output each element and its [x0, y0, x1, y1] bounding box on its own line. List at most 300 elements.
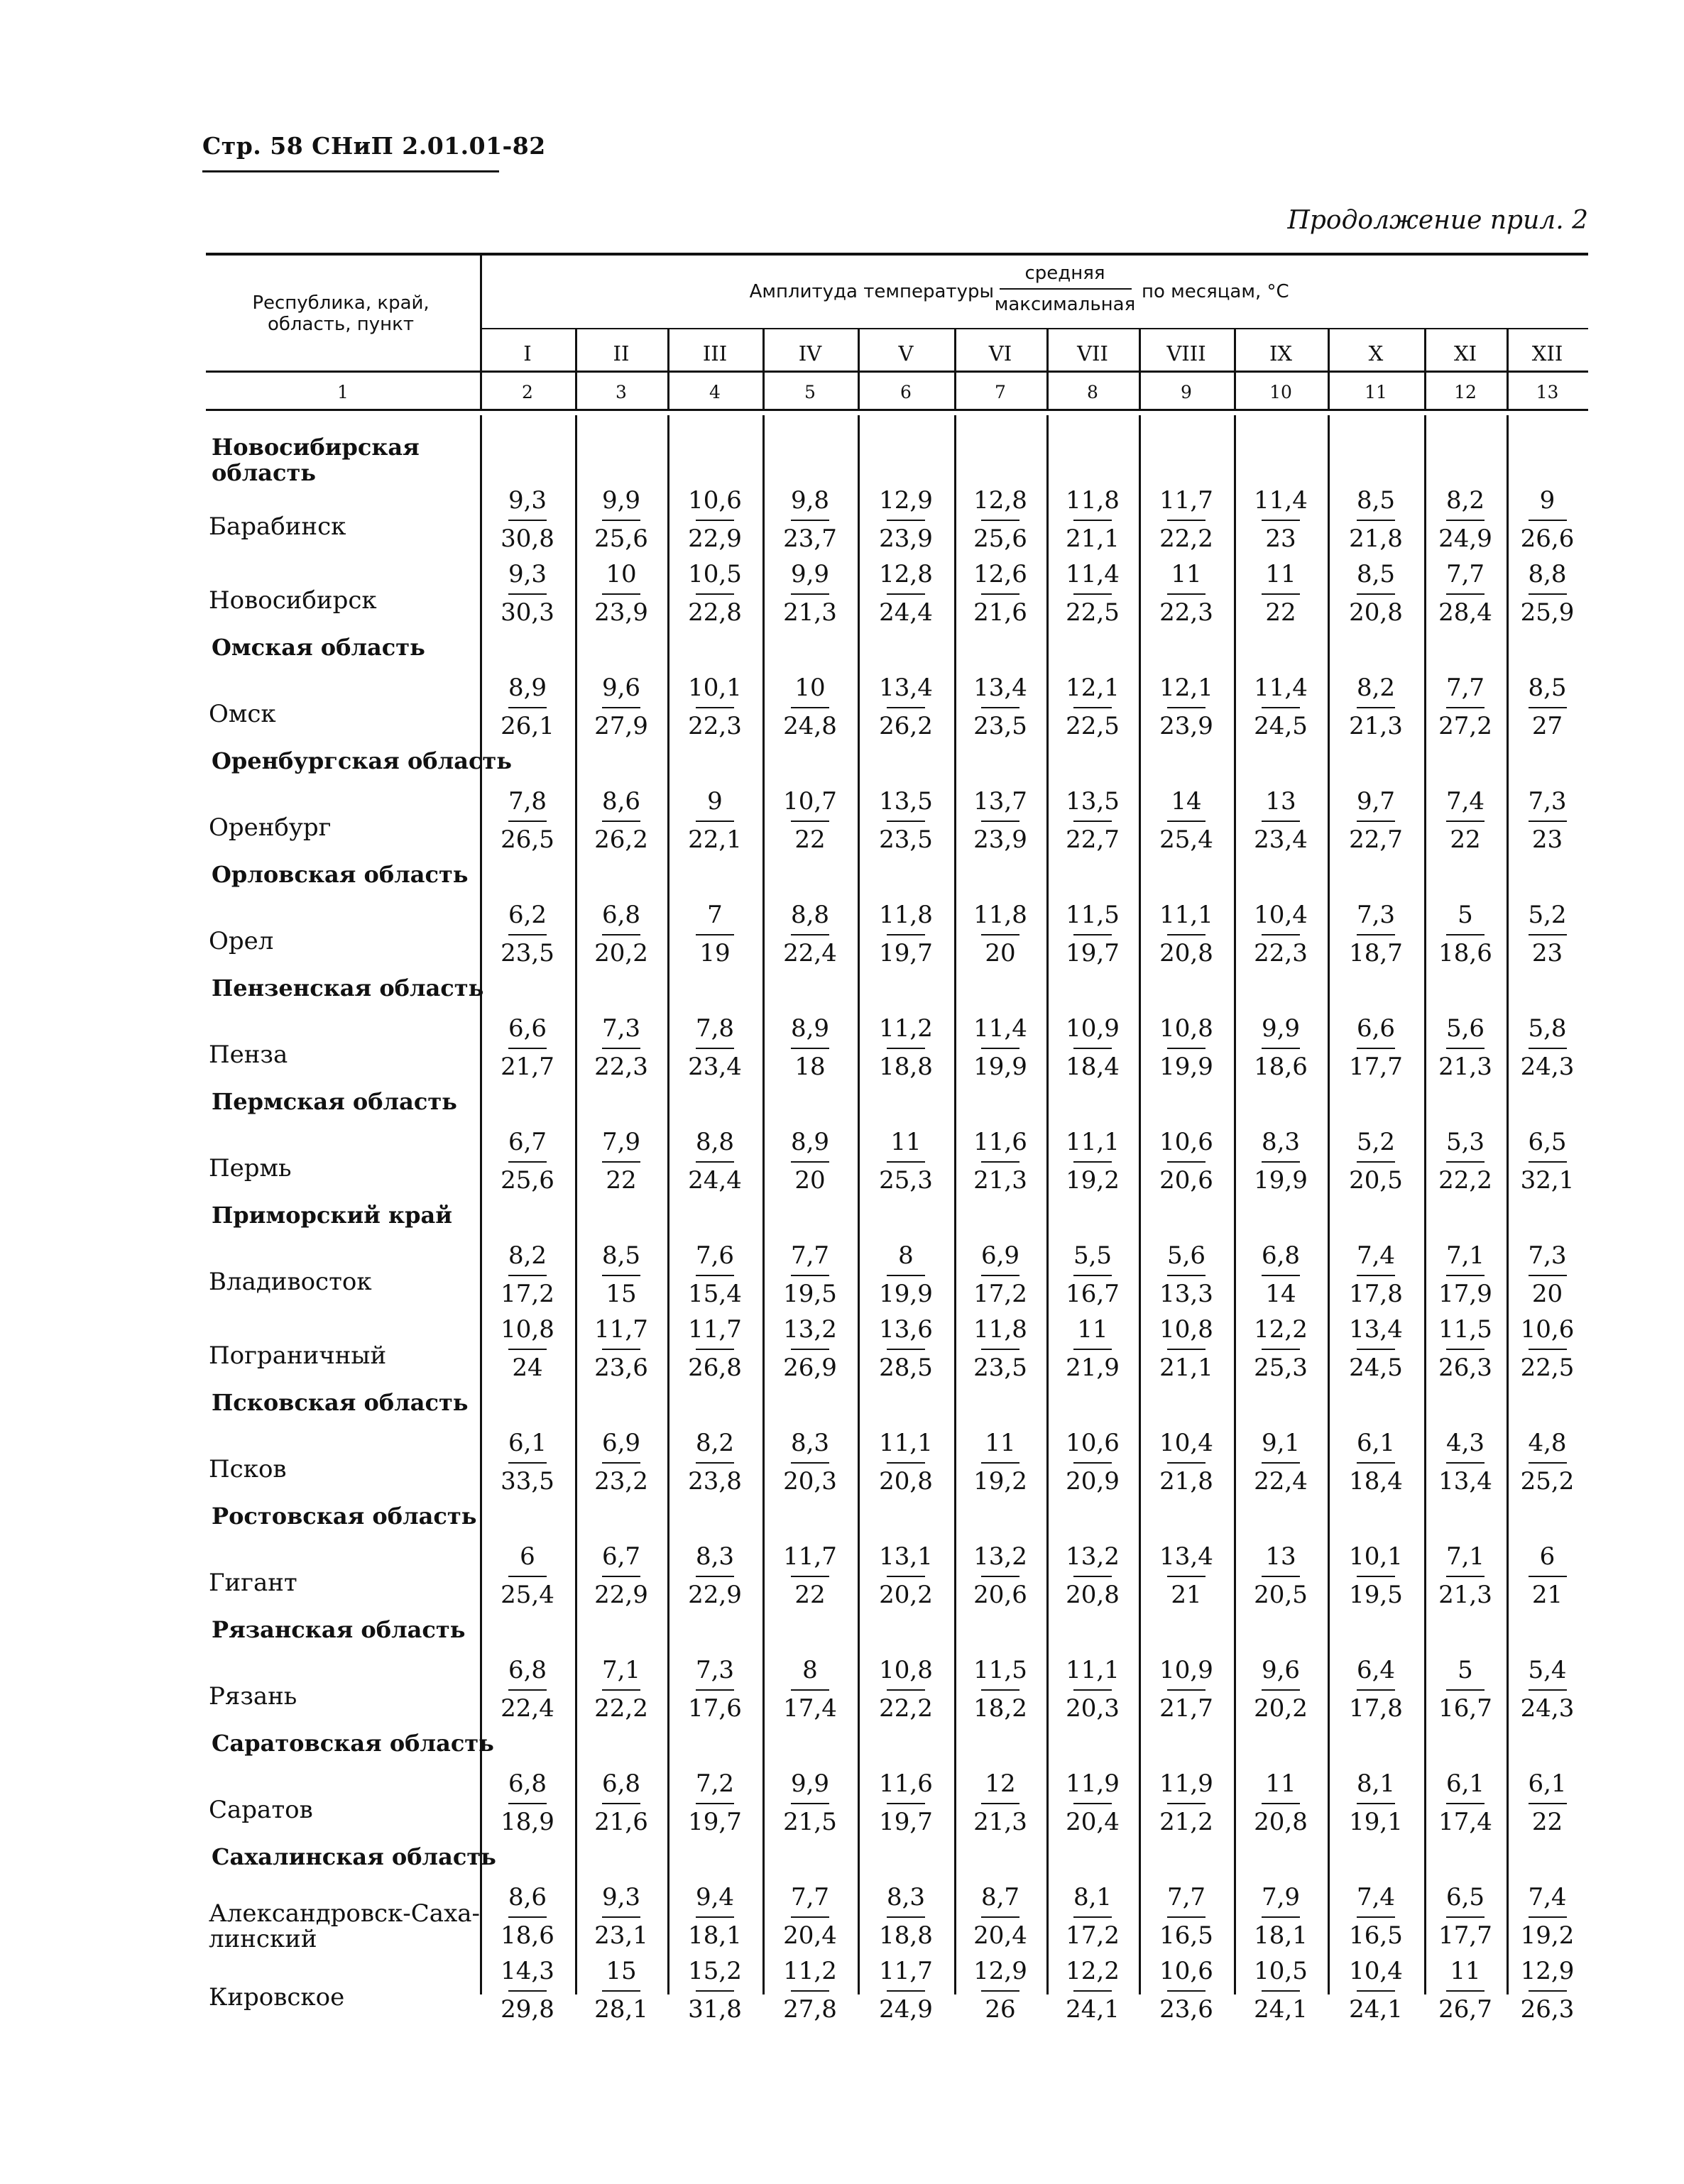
- amplitude-cell: [771, 671, 849, 745]
- amplitude-cell: [488, 1313, 567, 1387]
- fraction-bar: [1262, 821, 1300, 822]
- fraction-bar: [1357, 821, 1395, 822]
- page-header: Стр. 58 СНиП 2.01.01-82: [202, 132, 546, 160]
- amplitude-cell: [1054, 1239, 1132, 1313]
- max-amplitude: 17,8: [1349, 1280, 1403, 1308]
- mean-amplitude: 11: [1077, 1315, 1108, 1344]
- max-amplitude: 20,4: [1066, 1808, 1120, 1836]
- fraction-bar: [887, 1462, 925, 1464]
- amplitude-cell: [867, 1654, 945, 1728]
- fraction-bar: [1529, 821, 1567, 822]
- fraction-bar: [602, 934, 640, 935]
- max-amplitude: 18,2: [973, 1694, 1027, 1723]
- max-amplitude: 20,8: [1159, 939, 1213, 967]
- mean-amplitude: 11,5: [1438, 1315, 1492, 1344]
- fraction-bar: [508, 1990, 547, 1992]
- max-amplitude: 24,8: [783, 712, 837, 740]
- max-amplitude: 20: [1531, 1280, 1563, 1308]
- amplitude-cell: [961, 1126, 1039, 1200]
- fraction-bar: [887, 1990, 925, 1992]
- mean-amplitude: 9,3: [601, 1883, 641, 1911]
- amplitude-cell: [488, 1427, 567, 1500]
- amplitude-cell: [1242, 1654, 1320, 1728]
- mean-amplitude: 7,1: [601, 1656, 641, 1684]
- mean-amplitude: 6,2: [508, 901, 547, 929]
- fraction-bar: [1262, 1048, 1300, 1049]
- fraction-bar: [791, 1803, 829, 1804]
- max-amplitude: 28,1: [594, 1995, 648, 2024]
- amplitude-cell: [1337, 1427, 1415, 1500]
- max-amplitude: 22,7: [1066, 825, 1120, 854]
- mean-amplitude: 6,8: [508, 1656, 547, 1684]
- amplitude-cell: [1426, 671, 1504, 745]
- fraction-bar: [791, 1048, 829, 1049]
- amplitude-cell: [1337, 1239, 1415, 1313]
- max-amplitude: 19,7: [1066, 939, 1120, 967]
- mean-amplitude: 5,6: [1445, 1014, 1485, 1043]
- fraction-bar: [1446, 1576, 1485, 1577]
- amplitude-cell: [1426, 558, 1504, 632]
- column-number: 4: [709, 382, 721, 402]
- mean-amplitude: 4,3: [1445, 1429, 1485, 1457]
- mean-amplitude: 6,8: [1261, 1241, 1301, 1270]
- mean-amplitude: 7,3: [601, 1014, 641, 1043]
- max-amplitude: 25,3: [879, 1166, 933, 1195]
- fraction-bar: [1073, 1576, 1112, 1577]
- max-amplitude: 22,3: [1254, 939, 1308, 967]
- fraction-bar: [602, 1576, 640, 1577]
- max-amplitude: 17,2: [1066, 1921, 1120, 1950]
- fraction-bar: [1262, 520, 1300, 521]
- mean-amplitude: 7,1: [1445, 1241, 1485, 1270]
- mean-amplitude: 13,1: [879, 1542, 933, 1571]
- fraction-bar: [981, 520, 1019, 521]
- mean-amplitude: 10,4: [1349, 1957, 1403, 1985]
- mean-amplitude: 10,8: [1159, 1315, 1213, 1344]
- fraction-bar: [1446, 1048, 1485, 1049]
- max-amplitude: 23,5: [973, 712, 1027, 740]
- fraction-bar: [1529, 934, 1567, 935]
- mean-amplitude: 7,6: [695, 1241, 735, 1270]
- fraction-bar: [696, 821, 734, 822]
- max-amplitude: 24,4: [879, 598, 933, 627]
- mean-amplitude: 11,7: [783, 1542, 837, 1571]
- mean-amplitude: 9,6: [1261, 1656, 1301, 1684]
- column-divider: [858, 328, 860, 409]
- amplitude-cell: [771, 1012, 849, 1086]
- mean-amplitude: 13,2: [783, 1315, 837, 1344]
- amplitude-cell: [676, 785, 754, 859]
- amplitude-cell: [1337, 1313, 1415, 1387]
- amplitude-cell: [867, 1012, 945, 1086]
- max-amplitude: 27: [1531, 712, 1563, 740]
- mean-amplitude: 6,7: [508, 1128, 547, 1156]
- fraction-bar: [1262, 1161, 1300, 1163]
- fraction-bar: [696, 1048, 734, 1049]
- amplitude-cell: [488, 1881, 567, 1955]
- fraction-bar: [1446, 1349, 1485, 1350]
- fraction-bar: [1446, 1275, 1485, 1276]
- fraction-bar: [602, 1275, 640, 1276]
- place-name: Орел: [209, 927, 274, 955]
- fraction-bar: [602, 707, 640, 708]
- max-amplitude: 17,4: [1438, 1808, 1492, 1836]
- mean-amplitude: 11: [985, 1429, 1016, 1457]
- fraction-bar: [887, 934, 925, 935]
- max-amplitude: 25,9: [1520, 598, 1575, 627]
- region-heading: Новосибирская область: [212, 434, 420, 486]
- mean-amplitude: 8,6: [601, 787, 641, 816]
- max-amplitude: 22,3: [594, 1053, 648, 1081]
- mean-amplitude: 13,7: [973, 787, 1027, 816]
- fraction-bar: [696, 1275, 734, 1276]
- region-heading: Сахалинская область: [212, 1843, 496, 1870]
- max-amplitude: 24,3: [1520, 1053, 1575, 1081]
- max-amplitude: 20: [985, 939, 1016, 967]
- max-amplitude: 22,5: [1520, 1354, 1575, 1382]
- mean-amplitude: 11,8: [1066, 486, 1120, 515]
- column-divider: [954, 415, 956, 1994]
- amplitude-cell: [1054, 1654, 1132, 1728]
- max-amplitude: 24,4: [688, 1166, 742, 1195]
- fraction-bottom-label: максимальная: [994, 294, 1136, 315]
- max-amplitude: 17,7: [1438, 1921, 1492, 1950]
- max-amplitude: 19,5: [1349, 1581, 1403, 1609]
- fraction-bar: [981, 1275, 1019, 1276]
- amplitude-cell: [1242, 1881, 1320, 1955]
- amplitude-cell: [1337, 785, 1415, 859]
- fraction-bar: [1073, 1689, 1112, 1691]
- max-amplitude: 20,4: [973, 1921, 1027, 1950]
- max-amplitude: 20,3: [1066, 1694, 1120, 1723]
- mean-amplitude: 12,1: [1066, 674, 1120, 702]
- mean-amplitude: 12,9: [1520, 1957, 1575, 1985]
- fraction-bar: [1529, 1349, 1567, 1350]
- max-amplitude: 18,8: [879, 1921, 933, 1950]
- max-amplitude: 19,1: [1349, 1808, 1403, 1836]
- fraction-bar: [696, 1916, 734, 1918]
- amplitude-cell: [1426, 1955, 1504, 2029]
- fraction-bar: [508, 1916, 547, 1918]
- mean-amplitude: 7,3: [1528, 787, 1567, 816]
- max-amplitude: 17,4: [783, 1694, 837, 1723]
- mean-amplitude: 8,5: [1356, 560, 1396, 588]
- max-amplitude: 23,6: [594, 1354, 648, 1382]
- amplitude-cell: [1509, 1126, 1587, 1200]
- max-amplitude: 18,6: [1438, 939, 1492, 967]
- fraction-bar: [1446, 1161, 1485, 1163]
- fraction-bar: [602, 1689, 640, 1691]
- mean-amplitude: 6,1: [1528, 1769, 1567, 1798]
- column-divider: [1424, 328, 1426, 409]
- fraction-bar: [791, 520, 829, 521]
- mean-amplitude: 5,2: [1528, 901, 1567, 929]
- mean-amplitude: 8,5: [1356, 486, 1396, 515]
- mean-amplitude: 8,2: [695, 1429, 735, 1457]
- mean-amplitude: 10,8: [1159, 1014, 1213, 1043]
- max-amplitude: 22,4: [1254, 1467, 1308, 1496]
- fraction-bar: [1357, 1349, 1395, 1350]
- max-amplitude: 20,4: [783, 1921, 837, 1950]
- mean-amplitude: 10,9: [1066, 1014, 1120, 1043]
- max-amplitude: 19,5: [783, 1280, 837, 1308]
- amplitude-cell: [771, 1881, 849, 1955]
- fraction-bar: [508, 1689, 547, 1691]
- max-amplitude: 18,8: [879, 1053, 933, 1081]
- amplitude-cell: [488, 558, 567, 632]
- mean-amplitude: 11: [1450, 1957, 1481, 1985]
- fraction-bar: [696, 593, 734, 595]
- fraction-bar: [602, 1916, 640, 1918]
- fraction-bar: [508, 821, 547, 822]
- amplitude-cell: [582, 558, 660, 632]
- fraction-bar: [791, 934, 829, 935]
- amplitude-cell: [771, 484, 849, 558]
- amplitude-cell: [1426, 1126, 1504, 1200]
- fraction-bar: [1357, 1048, 1395, 1049]
- amplitude-cell: [1054, 671, 1132, 745]
- fraction-bar: [1167, 1275, 1205, 1276]
- amplitude-cell: [1147, 1313, 1225, 1387]
- region-heading: Приморский край: [212, 1202, 452, 1229]
- amplitude-cell: [582, 1313, 660, 1387]
- max-amplitude: 24,1: [1349, 1995, 1403, 2024]
- max-amplitude: 23,1: [594, 1921, 648, 1950]
- mean-amplitude: 13,6: [879, 1315, 933, 1344]
- fraction-bar: [1357, 520, 1395, 521]
- mean-amplitude: 5: [1458, 1656, 1473, 1684]
- fraction-bar: [1167, 1803, 1205, 1804]
- fraction-bar: [887, 1349, 925, 1350]
- place-name: Кировское: [209, 1983, 345, 2012]
- fraction-bar: [508, 1275, 547, 1276]
- mean-amplitude: 15,2: [688, 1957, 742, 1985]
- mean-amplitude: 6: [1539, 1542, 1555, 1571]
- amplitude-cell: [1054, 1313, 1132, 1387]
- max-amplitude: 30,8: [501, 525, 554, 553]
- fraction-bar: [508, 1048, 547, 1049]
- max-amplitude: 30,3: [501, 598, 554, 627]
- amplitude-cell: [1242, 785, 1320, 859]
- month-header: XI: [1453, 341, 1477, 366]
- amplitude-cell: [488, 671, 567, 745]
- amplitude-cell: [867, 1427, 945, 1500]
- fraction-bar: [1073, 593, 1112, 595]
- amplitude-cell: [961, 671, 1039, 745]
- amplitude-cell: [1147, 1767, 1225, 1841]
- amplitude-cell: [1147, 1239, 1225, 1313]
- fraction-bar: [981, 1349, 1019, 1350]
- mean-amplitude: 11: [1171, 560, 1202, 588]
- mean-amplitude: 13,2: [1066, 1542, 1120, 1571]
- mean-amplitude: 8,3: [790, 1429, 830, 1457]
- max-amplitude: 22,2: [594, 1694, 648, 1723]
- amplitude-cell: [582, 1654, 660, 1728]
- fraction-bar: [1262, 1462, 1300, 1464]
- max-amplitude: 20,6: [973, 1581, 1027, 1609]
- amplitude-cell: [961, 484, 1039, 558]
- fraction-bar: [696, 520, 734, 521]
- max-amplitude: 26,3: [1520, 1995, 1575, 2024]
- fraction-bar: [791, 1689, 829, 1691]
- column-divider: [1234, 328, 1236, 409]
- max-amplitude: 22: [1531, 1808, 1563, 1836]
- fraction-bar: [508, 593, 547, 595]
- region-heading: Омская область: [212, 634, 425, 661]
- max-amplitude: 21,2: [1159, 1808, 1213, 1836]
- mean-amplitude: 11,4: [1066, 560, 1120, 588]
- amplitude-cell: [1147, 671, 1225, 745]
- fraction-bar: [602, 1462, 640, 1464]
- amplitude-cell: [961, 1012, 1039, 1086]
- amplitude-cell: [1509, 1767, 1587, 1841]
- amplitude-cell: [488, 899, 567, 972]
- place-name: Барабинск: [209, 512, 346, 541]
- max-amplitude: 21,5: [783, 1808, 837, 1836]
- mean-amplitude: 11,5: [973, 1656, 1027, 1684]
- max-amplitude: 23,4: [1254, 825, 1308, 854]
- amplitude-cell: [771, 899, 849, 972]
- fraction-bar: [602, 520, 640, 521]
- max-amplitude: 22,2: [1438, 1166, 1492, 1195]
- fraction-bar: [696, 707, 734, 708]
- mean-amplitude: 12,9: [879, 486, 933, 515]
- amplitude-cell: [771, 558, 849, 632]
- amplitude-cell: [582, 1540, 660, 1614]
- region-heading: Пермская область: [212, 1088, 457, 1115]
- amplitude-cell: [1242, 1313, 1320, 1387]
- fraction-bar: [1446, 1990, 1485, 1992]
- max-amplitude: 21,1: [1066, 525, 1120, 553]
- place-name: Александровск-Саха- линский: [209, 1899, 481, 1953]
- amplitude-cell: [961, 1540, 1039, 1614]
- mean-amplitude: 7,7: [1445, 674, 1485, 702]
- fraction-bar: [1073, 520, 1112, 521]
- fraction-bar: [887, 1161, 925, 1163]
- mean-amplitude: 7,7: [1445, 560, 1485, 588]
- fraction-bar: [696, 1462, 734, 1464]
- amplitude-cell: [1242, 1126, 1320, 1200]
- max-amplitude: 21,3: [783, 598, 837, 627]
- fraction-bar: [1357, 934, 1395, 935]
- max-amplitude: 21,6: [594, 1808, 648, 1836]
- max-amplitude: 18,6: [501, 1921, 554, 1950]
- fraction-bar: [1167, 1349, 1205, 1350]
- column-number: 8: [1087, 382, 1098, 402]
- mean-amplitude: 11,1: [1066, 1128, 1120, 1156]
- max-amplitude: 22: [794, 1581, 826, 1609]
- max-amplitude: 19: [699, 939, 731, 967]
- amplitude-cell: [1426, 1239, 1504, 1313]
- amplitude-cell: [867, 1767, 945, 1841]
- mean-amplitude: 10: [606, 560, 637, 588]
- column-number: 9: [1181, 382, 1192, 402]
- mean-amplitude: 7,4: [1528, 1883, 1567, 1911]
- mean-amplitude: 8,8: [695, 1128, 735, 1156]
- max-amplitude: 24,1: [1066, 1995, 1120, 2024]
- max-amplitude: 27,2: [1438, 712, 1492, 740]
- mean-amplitude: 7: [707, 901, 723, 929]
- amplitude-cell: [676, 1955, 754, 2029]
- mean-amplitude: 8,3: [1261, 1128, 1301, 1156]
- mean-amplitude: 7,7: [790, 1883, 830, 1911]
- mean-amplitude: 13,4: [879, 674, 933, 702]
- mean-amplitude: 11,1: [879, 1429, 933, 1457]
- amplitude-cell: [1509, 899, 1587, 972]
- fraction-bar: [887, 707, 925, 708]
- fraction-bar: [508, 707, 547, 708]
- amplitude-cell: [1426, 1654, 1504, 1728]
- month-header: I: [523, 341, 532, 366]
- max-amplitude: 26,3: [1438, 1354, 1492, 1382]
- mean-amplitude: 11,5: [1066, 901, 1120, 929]
- amplitude-cell: [582, 1955, 660, 2029]
- fraction-bar: [1357, 1275, 1395, 1276]
- max-amplitude: 22,4: [501, 1694, 554, 1723]
- max-amplitude: 25,6: [594, 525, 648, 553]
- region-heading: Саратовская область: [212, 1730, 494, 1757]
- fraction-bar: [1357, 1916, 1395, 1918]
- mean-amplitude: 8,9: [790, 1014, 830, 1043]
- amplitude-cell: [867, 1881, 945, 1955]
- amplitude-cell: [771, 1654, 849, 1728]
- table-top-rule: [206, 253, 1588, 256]
- max-amplitude: 21: [1531, 1581, 1563, 1609]
- mean-amplitude: 9,9: [1261, 1014, 1301, 1043]
- max-amplitude: 22: [794, 825, 826, 854]
- mean-amplitude: 10,6: [1159, 1957, 1213, 1985]
- fraction-bar: [981, 821, 1019, 822]
- fraction-bar: [508, 1161, 547, 1163]
- column-divider: [1234, 415, 1236, 1994]
- fraction-bar: [887, 1916, 925, 1918]
- max-amplitude: 26,6: [1520, 525, 1575, 553]
- fraction-bar: [1167, 593, 1205, 595]
- mean-amplitude: 11,2: [783, 1957, 837, 1985]
- column-number: 13: [1536, 382, 1559, 402]
- max-amplitude: 23,9: [1159, 712, 1213, 740]
- mean-amplitude: 6,8: [601, 1769, 641, 1798]
- mean-amplitude: 8,9: [790, 1128, 830, 1156]
- max-amplitude: 19,7: [688, 1808, 742, 1836]
- max-amplitude: 25,3: [1254, 1354, 1308, 1382]
- mean-amplitude: 10,8: [879, 1656, 933, 1684]
- amplitude-cell: [771, 1313, 849, 1387]
- fraction-bar: [508, 1349, 547, 1350]
- fraction-bar: [1357, 1990, 1395, 1992]
- max-amplitude: 21: [1171, 1581, 1202, 1609]
- max-amplitude: 22,9: [688, 525, 742, 553]
- fraction-bar: [1446, 934, 1485, 935]
- max-amplitude: 23,7: [783, 525, 837, 553]
- fraction-bar: [887, 520, 925, 521]
- column-number: 2: [522, 382, 533, 402]
- column-divider: [480, 415, 482, 1994]
- mean-amplitude: 7,8: [695, 1014, 735, 1043]
- amplitude-cell: [1147, 558, 1225, 632]
- fraction-bar: [1167, 1576, 1205, 1577]
- fraction-bar: [1262, 1916, 1300, 1918]
- max-amplitude: 20,8: [1349, 598, 1403, 627]
- place-name: Псков: [209, 1455, 287, 1483]
- max-amplitude: 20,2: [594, 939, 648, 967]
- amplitude-cell: [1509, 1313, 1587, 1387]
- max-amplitude: 18,1: [1254, 1921, 1308, 1950]
- mean-amplitude: 11,8: [973, 1315, 1027, 1344]
- fraction-bar: [1073, 1048, 1112, 1049]
- mean-amplitude: 6,6: [508, 1014, 547, 1043]
- max-amplitude: 28,4: [1438, 598, 1492, 627]
